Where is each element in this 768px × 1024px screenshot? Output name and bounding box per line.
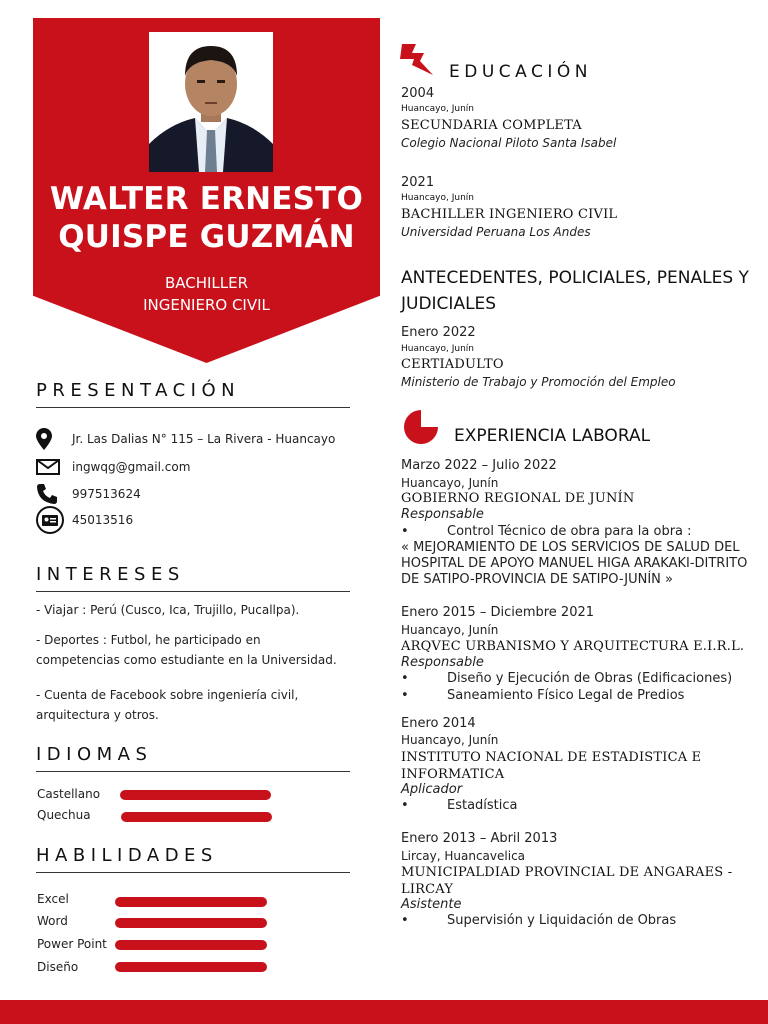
bullet-mark: • <box>401 798 409 813</box>
antecedentes-name: CERTIADULTO <box>401 357 504 372</box>
antecedentes-heading: ANTECEDENTES, POLICIALES, PENALES Y JUDICIALES <box>401 268 749 314</box>
email-text[interactable]: ingwqg@gmail.com <box>72 460 191 474</box>
job-bullet <box>401 688 751 704</box>
skill-label: Power Point <box>37 937 107 951</box>
job-role: Aplicador <box>401 782 463 797</box>
job-date: Enero 2014 <box>401 716 476 731</box>
experiencia-heading: EXPERIENCIA LABORAL <box>454 426 651 446</box>
edu-institution: Universidad Peruana Los Andes <box>401 225 591 239</box>
edu-year: 2021 <box>401 175 435 190</box>
bullet-mark: • <box>401 524 409 539</box>
skill-level-bar <box>115 962 267 972</box>
job-date: Marzo 2022 – Julio 2022 <box>401 458 557 473</box>
job-location: Huancayo, Junín <box>401 733 499 747</box>
job-detail: « MEJORAMIENTO DE LOS SERVICIOS DE SALUD DEL HOSPITAL DE APOYO MANUEL HIGA ARAKAKI-DITRITO DE SATIPO-PROVINCIA DE SATIPO-JUNÍN » <box>401 540 748 587</box>
job-date: Enero 2015 – Diciembre 2021 <box>401 605 595 620</box>
edu-degree: BACHILLER INGENIERO CIVIL <box>401 207 618 222</box>
skill-level-bar <box>115 897 267 907</box>
phone-text: 997513624 <box>72 487 141 501</box>
location-pin-icon <box>36 427 64 451</box>
pie-icon <box>404 410 440 448</box>
id-card-icon <box>36 508 64 532</box>
job-org: INSTITUTO NACIONAL DE ESTADISTICA E INFORMATICA <box>401 750 702 782</box>
envelope-icon <box>36 455 64 479</box>
job-location: Huancayo, Junín <box>401 476 499 490</box>
address-text: Jr. Las Dalias N° 115 – La Rivera - Huancayo <box>72 432 336 446</box>
footer-bar <box>0 1000 768 1024</box>
name-line-2: QUISPE GUZMÁN <box>58 219 355 255</box>
phone-icon <box>36 482 64 506</box>
job-date: Enero 2013 – Abril 2013 <box>401 831 558 846</box>
skill-label: Word <box>37 914 68 928</box>
job-location: Huancayo, Junín <box>401 623 499 637</box>
bullet-text: Supervisión y Liquidación de Obras <box>447 913 677 928</box>
antecedentes-institution: Ministerio de Trabajo y Promoción del Empleo <box>401 375 676 389</box>
job-role: Responsable <box>401 507 484 522</box>
presentacion-heading: PRESENTACIÓN <box>36 380 350 408</box>
intereses-heading: INTERESES <box>36 564 350 592</box>
profile-photo <box>149 32 273 172</box>
bullet-text: Control Técnico de obra para la obra : <box>447 524 692 539</box>
language-label: Castellano <box>37 787 101 801</box>
job-org: GOBIERNO REGIONAL DE JUNÍN <box>401 491 635 506</box>
edu-institution: Colegio Nacional Piloto Santa Isabel <box>401 136 617 150</box>
job-role: Asistente <box>401 897 462 912</box>
job-org: MUNICIPALDIAD PROVINCIAL DE ANGARAES - LIRCAY <box>401 865 733 897</box>
antecedentes-date: Enero 2022 <box>401 325 476 340</box>
job-location: Lircay, Huancavelica <box>401 849 526 863</box>
habilidades-heading: HABILIDADES <box>36 845 350 873</box>
educacion-heading: EDUCACIÓN <box>449 62 592 82</box>
interest-item: - Viajar : Perú (Cusco, Ica, Trujillo, Pucallpa). <box>36 603 300 617</box>
name-line-1: WALTER ERNESTO <box>49 181 364 217</box>
idiomas-heading: IDIOMAS <box>36 744 350 772</box>
language-level-bar <box>121 812 272 822</box>
skill-label: Excel <box>37 892 69 906</box>
job-bullet <box>401 913 751 929</box>
interest-item: - Cuenta de Facebook sobre ingeniería civil, arquitectura y otros. <box>36 688 299 722</box>
lightning-icon <box>400 44 434 80</box>
contact-email <box>36 455 190 479</box>
edu-location: Huancayo, Junín <box>401 104 474 114</box>
edu-year: 2004 <box>401 86 435 101</box>
role-line-2: INGENIERO CIVIL <box>143 296 270 314</box>
bullet-text: Diseño y Ejecución de Obras (Edificaciones) <box>447 671 733 686</box>
bullet-mark: • <box>401 671 409 686</box>
candidate-role <box>33 272 380 316</box>
skill-level-bar <box>115 940 267 950</box>
edu-location: Huancayo, Junín <box>401 193 474 203</box>
skill-level-bar <box>115 918 267 928</box>
candidate-name <box>33 180 380 256</box>
job-bullet <box>401 798 751 814</box>
job-role: Responsable <box>401 655 484 670</box>
contact-address <box>36 427 335 451</box>
language-label: Quechua <box>37 808 91 822</box>
contact-id <box>36 508 133 532</box>
edu-degree: SECUNDARIA COMPLETA <box>401 118 582 133</box>
role-line-1: BACHILLER <box>164 274 249 292</box>
bullet-text: Saneamiento Físico Legal de Predios <box>447 688 685 703</box>
bullet-mark: • <box>401 913 409 928</box>
antecedentes-location: Huancayo, Junín <box>401 344 474 354</box>
job-org: ARQVEC URBANISMO Y ARQUITECTURA E.I.R.L. <box>401 639 745 654</box>
id-text: 45013516 <box>72 513 134 527</box>
language-level-bar <box>120 790 271 800</box>
job-bullet <box>401 671 751 687</box>
interest-item: - Deportes : Futbol, he participado en competencias como estudiante en la Universidad. <box>36 633 337 667</box>
skill-label: Diseño <box>37 960 79 974</box>
contact-phone <box>36 482 141 506</box>
bullet-text: Estadística <box>447 798 518 813</box>
bullet-mark: • <box>401 688 409 703</box>
job-bullet <box>401 524 751 540</box>
